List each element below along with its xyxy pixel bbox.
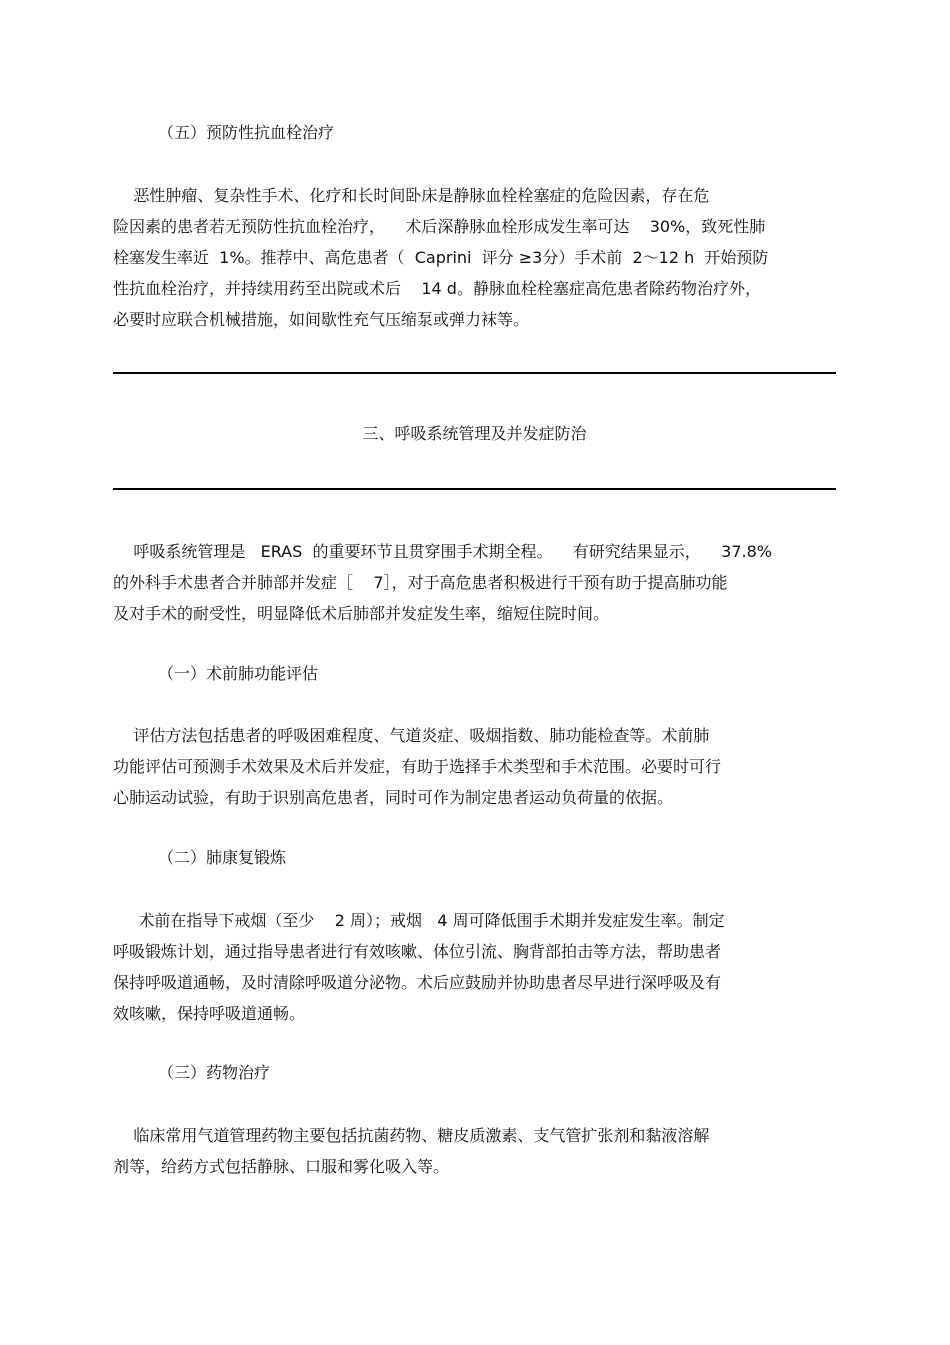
- text-line: 保持呼吸道通畅，及时清除呼吸道分泌物。术后应鼓励并协助患者尽早进行深呼吸及有: [113, 973, 722, 992]
- text-line: 险因素的患者若无预防性抗血栓治疗， 术后深静脉血栓形成发生率可达 30%，致死性肺: [113, 217, 766, 236]
- paragraph-lung-assessment: [113, 720, 843, 813]
- subheading-drug-therapy: （三）药物治疗: [158, 1063, 271, 1082]
- text-line: 心肺运动试验，有助于识别高危患者，同时可作为制定患者运动负荷量的依据。: [113, 788, 674, 807]
- text-line: 性抗血栓治疗，并持续用药至出院或术后 14 d。静脉血栓栓塞症高危患者除药物治疗外，: [113, 279, 761, 298]
- section-divider-bottom: [113, 488, 836, 490]
- subheading-preop-lung-assessment: （一）术前肺功能评估: [158, 664, 319, 683]
- text-line: 临床常用气道管理药物主要包括抗菌药物、糖皮质激素、支气管扩张剂和黏液溶解: [113, 1126, 710, 1145]
- text-line: 效咳嗽，保持呼吸道通畅。: [113, 1004, 306, 1023]
- text-line: 呼吸系统管理是 ERAS 的重要环节且贯穿围手术期全程。 有研究结果显示， 37.8%: [113, 542, 772, 561]
- text-line: 恶性肿瘤、复杂性手术、化疗和长时间卧床是静脉血栓栓塞症的危险因素，存在危: [113, 186, 710, 205]
- text-line: 功能评估可预测手术效果及术后并发症，有助于选择手术类型和手术范围。必要时可行: [113, 757, 722, 776]
- text-line: 剂等，给药方式包括静脉、口服和雾化吸入等。: [113, 1157, 450, 1176]
- subheading-lung-rehab: （二）肺康复锻炼: [158, 848, 287, 867]
- text-line: 及对手术的耐受性，明显降低术后肺部并发症发生率，缩短住院时间。: [113, 604, 610, 623]
- paragraph-drug-therapy: [113, 1120, 843, 1182]
- paragraph-respiratory-intro: [113, 536, 843, 629]
- text-line: 呼吸锻炼计划，通过指导患者进行有效咳嗽、体位引流、胸背部拍击等方法，帮助患者: [113, 942, 722, 961]
- text-line: 栓塞发生率近 1%。推荐中、高危患者（ Caprini 评分 ≥3分）手术前 2～12 h 开始预防: [113, 248, 769, 267]
- section-heading-respiratory: 三、呼吸系统管理及并发症防治: [362, 424, 587, 443]
- text-line: 必要时应联合机械措施，如间歇性充气压缩泵或弹力袜等。: [113, 310, 530, 329]
- paragraph-vte-risk: [113, 180, 843, 335]
- text-line: 的外科手术患者合并肺部并发症［ 7］，对于高危患者积极进行干预有助于提高肺功能: [113, 573, 728, 592]
- text-line: 评估方法包括患者的呼吸困难程度、气道炎症、吸烟指数、肺功能检查等。术前肺: [113, 726, 710, 745]
- text-line: 术前在指导下戒烟（至少 2 周）；戒烟 4 周可降低围手术期并发症发生率。制定: [113, 911, 725, 930]
- paragraph-lung-rehab: [113, 905, 843, 1029]
- subheading-prophylactic-antithrombotic: （五）预防性抗血栓治疗: [158, 123, 335, 142]
- section-divider-top: [113, 372, 836, 374]
